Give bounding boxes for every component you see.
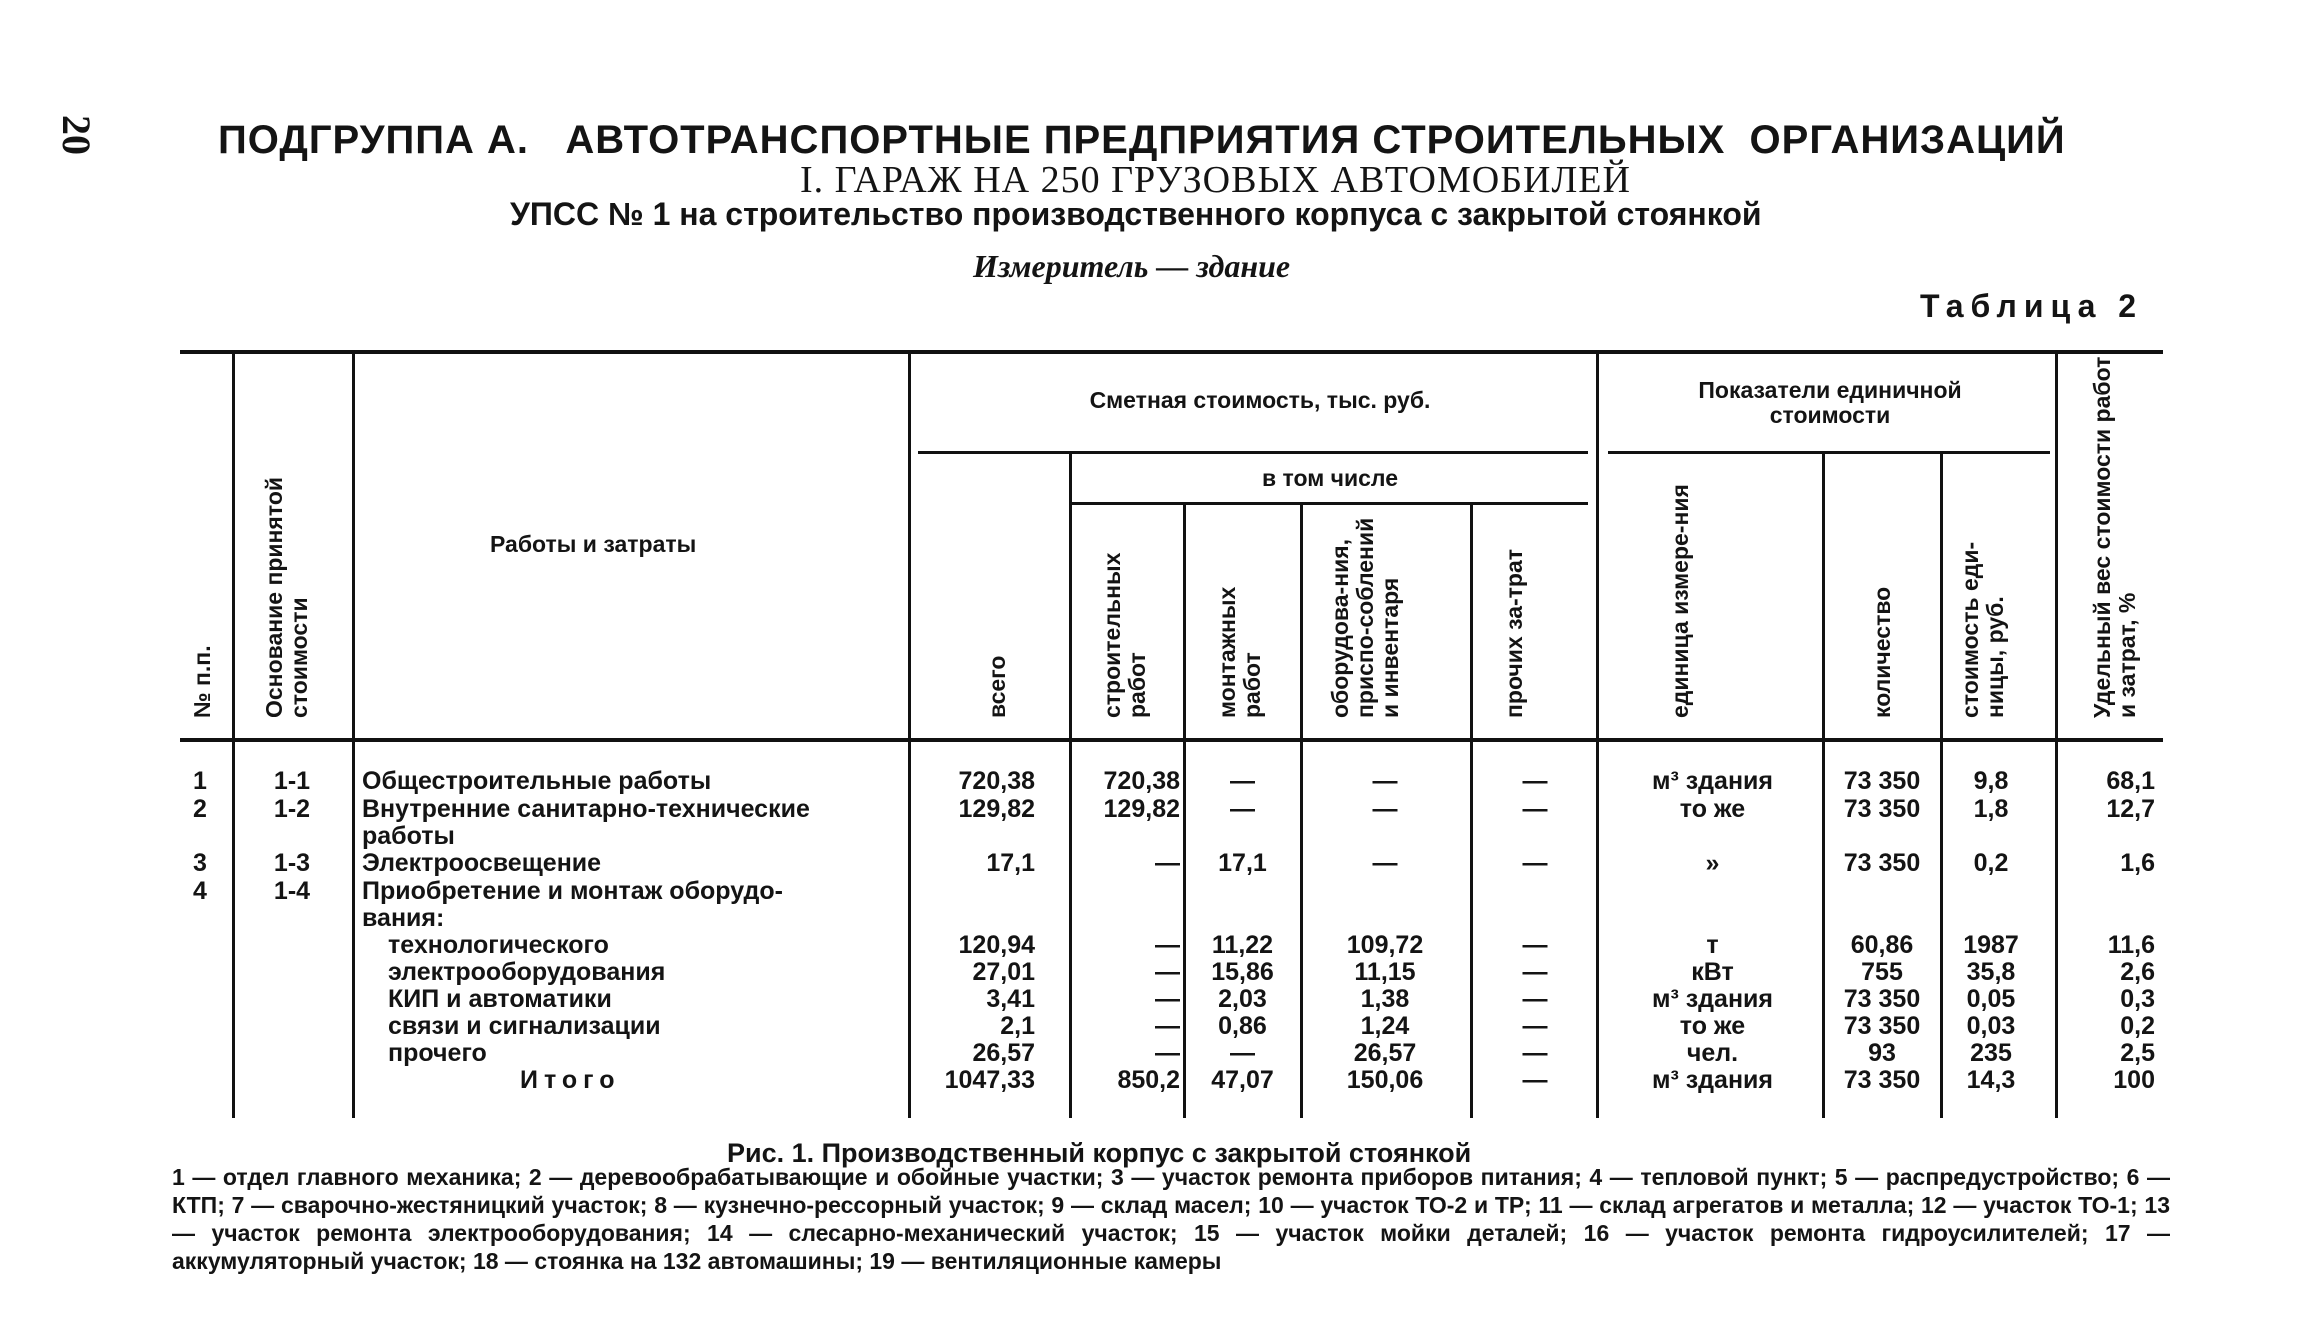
cell-other: —	[1522, 985, 1548, 1013]
cell-share: 1,6	[2120, 849, 2155, 877]
header-unit-cost: стоимость еди-ницы, руб.	[1957, 541, 2008, 718]
cell-name: КИП и автоматики	[388, 985, 612, 1013]
cell-unit-cost: 9,8	[1973, 767, 2009, 795]
cell-name-continued: работы	[362, 822, 455, 850]
cell-name: Электроосвещение	[362, 849, 602, 877]
measure-label: Измеритель — здание	[973, 248, 1291, 284]
cell-assembly: 0,86	[1218, 1012, 1267, 1040]
cell-name: прочего	[388, 1039, 487, 1067]
including-subrule	[1069, 502, 1588, 505]
cell-assembly: 17,1	[1218, 849, 1267, 877]
cell-assembly: 15,86	[1211, 958, 1274, 986]
col-divider	[1183, 505, 1186, 1118]
cell-unit-cost: 14,3	[1966, 1066, 2016, 1094]
cell-num: 2	[193, 795, 207, 823]
cell-num: 3	[193, 849, 207, 877]
cell-num: 4	[193, 877, 207, 905]
cell-unit-cost: 0,2	[1973, 849, 2009, 877]
header-basis: Основание принятой стоимости	[261, 476, 312, 718]
cell-share: 68,1	[2106, 767, 2155, 795]
col-divider	[1069, 454, 1072, 1118]
cell-total: 1047,33	[944, 1066, 1035, 1094]
table-top-rule	[180, 350, 2163, 354]
col-divider	[1300, 505, 1303, 1118]
cell-other: —	[1522, 958, 1548, 986]
cell-unit-cost: 1987	[1963, 931, 2019, 959]
cell-construction: —	[1155, 849, 1180, 877]
cell-total: 26,57	[972, 1039, 1035, 1067]
cell-equipment: —	[1372, 767, 1398, 795]
header-unit: единица измере-ния	[1667, 484, 1693, 718]
cell-unit-cost: 235	[1970, 1039, 2012, 1067]
cell-unit-cost: 0,05	[1966, 985, 2016, 1013]
cell-share: 100	[2113, 1066, 2155, 1094]
cell-unit-cost: 35,8	[1966, 958, 2016, 986]
cell-total: 3,41	[986, 985, 1035, 1013]
cell-assembly: 2,03	[1218, 985, 1267, 1013]
estimate-subrule	[918, 451, 1588, 454]
cell-unit-cost: 0,03	[1966, 1012, 2016, 1040]
cell-unit: м³ здания	[1651, 767, 1774, 795]
col-divider	[352, 354, 355, 1118]
cell-num: 1	[193, 767, 207, 795]
subgroup-heading: ПОДГРУППА А. АВТОТРАНСПОРТНЫЕ ПРЕДПРИЯТИЯ СТРОИТЕЛЬНЫХ ОРГАНИЗАЦИЙ	[218, 118, 2066, 162]
cell-total: 720,38	[958, 767, 1035, 795]
cell-other: —	[1522, 849, 1548, 877]
cell-construction: 720,38	[1103, 767, 1180, 795]
cell-assembly: 47,07	[1211, 1066, 1274, 1094]
cell-unit: »	[1705, 849, 1720, 877]
header-equipment: оборудова-ния, приспо-соблений и инвентаря	[1327, 517, 1403, 718]
cell-share: 0,3	[2120, 985, 2155, 1013]
cell-equipment: 109,72	[1346, 931, 1424, 959]
cell-construction: —	[1155, 958, 1180, 986]
cell-quantity: 755	[1861, 958, 1903, 986]
cell-basis: 1-3	[273, 849, 311, 877]
cell-unit: то же	[1679, 795, 1746, 823]
cell-equipment: —	[1372, 849, 1398, 877]
cell-name: Итого	[520, 1066, 621, 1094]
cell-name: связи и сигнализации	[388, 1012, 661, 1040]
header-unit-indicators: Показатели единичной стоимости	[1698, 377, 1962, 428]
header-other: прочих за-трат	[1501, 548, 1527, 718]
cell-other: —	[1522, 1066, 1548, 1094]
col-divider	[908, 354, 911, 1118]
cell-unit: м³ здания	[1651, 985, 1774, 1013]
header-works: Работы и затраты	[490, 531, 697, 557]
header-share: Удельный вес стоимости работ и затрат, %	[2089, 356, 2140, 718]
cell-unit: м³ здания	[1651, 1066, 1774, 1094]
cell-name: электрооборудования	[388, 958, 666, 986]
cell-name-continued: вания:	[362, 904, 445, 932]
cell-name: Общестроительные работы	[362, 767, 712, 795]
cell-share: 2,6	[2120, 958, 2155, 986]
cell-quantity: 93	[1868, 1039, 1896, 1067]
indicators-subrule	[1608, 451, 2050, 454]
col-divider	[232, 354, 235, 1118]
col-divider	[1470, 505, 1473, 1118]
cell-quantity: 73 350	[1843, 1066, 1921, 1094]
cell-quantity: 73 350	[1843, 767, 1921, 795]
cell-construction: —	[1155, 1039, 1180, 1067]
cell-equipment: 1,38	[1360, 985, 1410, 1013]
header-quantity: количество	[1869, 586, 1895, 718]
cell-other: —	[1522, 1012, 1548, 1040]
header-num: № п.п.	[189, 645, 215, 718]
cell-equipment: 26,57	[1353, 1039, 1417, 1067]
header-assembly: монтажных работ	[1214, 586, 1265, 718]
cell-assembly: —	[1230, 795, 1255, 823]
cell-basis: 1-2	[273, 795, 311, 823]
col-divider	[2055, 354, 2058, 1118]
cell-unit: кВт	[1691, 958, 1734, 986]
cell-total: 17,1	[986, 849, 1035, 877]
header-bottom-rule	[180, 738, 2163, 742]
cell-other: —	[1522, 795, 1548, 823]
cell-quantity: 73 350	[1843, 795, 1921, 823]
cell-other: —	[1522, 767, 1548, 795]
cell-basis: 1-1	[273, 767, 311, 795]
cell-share: 2,5	[2120, 1039, 2155, 1067]
figure-legend: 1 — отдел главного механика; 2 — деревообрабатывающие и обойные участки; 3 — участок ремонта приборов питания; 4 — тепловой пункт; 5 — распредустройство; 6 — КТП; 7 — сварочно-жестяницкий участок; 8 — кузнечно-рессорный участок; 9 — склад масел; 10 — участок ТО-2 и ТР; 11 — склад агрегатов и металла; 12 — участок ТО-1; 13 — участок ремонта электрооборудования; 14 — слесарно-механический участок; 15 — участок мойки деталей; 16 — участок ремонта гидроусилителей; 17 — аккумуляторный участок; 18 — стоянка на 132 автомашины; 19 — вентиляционные камеры	[172, 1164, 2170, 1274]
cell-total: 120,94	[958, 931, 1035, 959]
cell-construction: —	[1155, 985, 1180, 1013]
header-including: в том числе	[1261, 465, 1399, 491]
cell-construction: 129,82	[1103, 795, 1180, 823]
cell-construction: —	[1155, 1012, 1180, 1040]
cell-unit-cost: 1,8	[1973, 795, 2009, 823]
cell-share: 11,6	[2107, 931, 2155, 959]
cell-quantity: 73 350	[1843, 849, 1921, 877]
page-number: 20	[54, 115, 99, 155]
cell-unit: т	[1706, 931, 1719, 959]
cell-quantity: 60,86	[1850, 931, 1914, 959]
cell-name: Внутренние санитарно-технические	[362, 795, 810, 823]
table-label: Таблица 2	[1920, 288, 2144, 324]
cell-equipment: 11,15	[1354, 958, 1416, 986]
cell-construction: 850,2	[1117, 1066, 1180, 1094]
cell-total: 2,1	[1000, 1012, 1035, 1040]
cell-basis: 1-4	[273, 877, 311, 905]
cell-other: —	[1522, 1039, 1548, 1067]
header-construction: строительных работ	[1099, 552, 1150, 718]
col-divider	[1596, 354, 1599, 1118]
header-estimate: Сметная стоимость, тыс. руб.	[1089, 387, 1431, 413]
cell-quantity: 73 350	[1843, 1012, 1921, 1040]
cell-other: —	[1522, 931, 1548, 959]
cell-unit: чел.	[1686, 1039, 1739, 1067]
figure-caption: Рис. 1. Производственный корпус с закрытой стоянкой	[727, 1138, 1472, 1168]
cell-total: 27,01	[972, 958, 1035, 986]
cell-construction: —	[1155, 931, 1180, 959]
section-heading: I. ГАРАЖ НА 250 ГРУЗОВЫХ АВТОМОБИЛЕЙ	[800, 159, 1631, 201]
cell-assembly: —	[1230, 767, 1255, 795]
cell-total: 129,82	[958, 795, 1035, 823]
cell-name: технологического	[388, 931, 609, 959]
cell-quantity: 73 350	[1843, 985, 1921, 1013]
cell-assembly: 11,22	[1211, 931, 1274, 959]
col-divider	[1822, 454, 1825, 1118]
cell-share: 0,2	[2120, 1012, 2155, 1040]
cell-equipment: 150,06	[1346, 1066, 1424, 1094]
cell-share: 12,7	[2106, 795, 2155, 823]
table-heading: УПСС № 1 на строительство производственного корпуса с закрытой стоянкой	[510, 196, 1762, 232]
col-divider	[1940, 454, 1943, 1118]
cell-equipment: 1,24	[1360, 1012, 1410, 1040]
cell-equipment: —	[1372, 795, 1398, 823]
cell-unit: то же	[1679, 1012, 1746, 1040]
cell-assembly: —	[1230, 1039, 1255, 1067]
cell-name: Приобретение и монтаж оборудо-	[362, 877, 783, 905]
header-total: всего	[984, 655, 1010, 718]
